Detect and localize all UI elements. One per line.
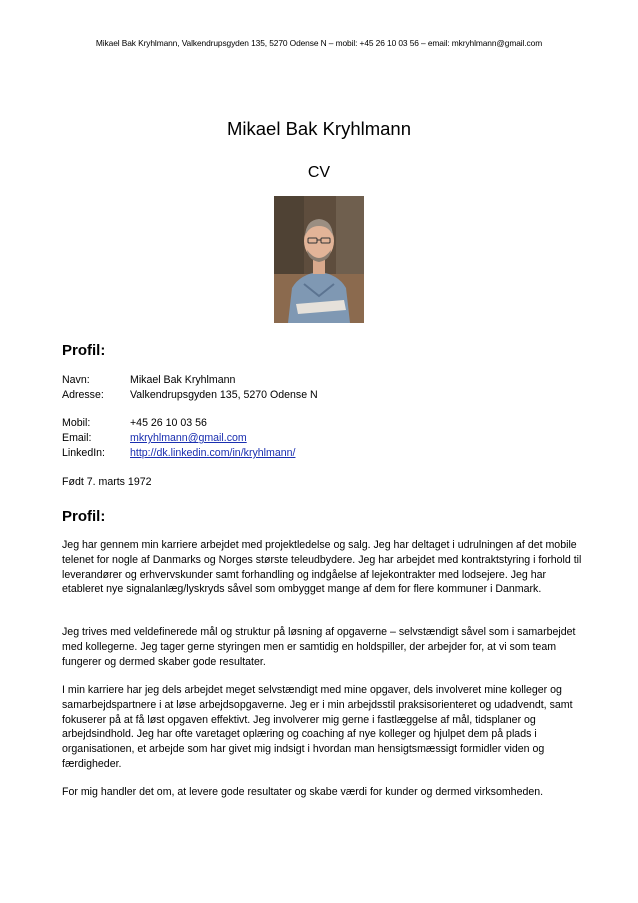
profile-paragraph-2: Jeg trives med veldefinerede mål og struktur på løsning af opgaverne – selvstændigt såvel som i samarbejdet med kollegerne. Jeg tager gerne styringen men er samtidig en holdspiller, der arbejder for, at vi som team fungerer og dermed skaber gode resultater.	[62, 626, 576, 668]
name-row	[62, 373, 235, 388]
header-contact-line: Mikael Bak Kryhlmann, Valkendrupsgyden 135, 5270 Odense N – mobil: +45 26 10 03 56 – email: mkryhlmann@gmail.com	[95, 38, 543, 48]
linkedin-row	[62, 446, 295, 461]
address-value: Valkendrupsgyden 135, 5270 Odense N	[130, 389, 318, 401]
birth-date: Født 7. marts 1972	[62, 476, 152, 488]
name-label: Navn:	[62, 374, 90, 386]
address-label: Adresse:	[62, 389, 104, 401]
profile-photo	[274, 196, 364, 323]
mobile-row	[62, 416, 207, 431]
linkedin-link[interactable]: http://dk.linkedin.com/in/kryhlmann/	[130, 447, 296, 459]
mobile-label: Mobil:	[62, 417, 91, 429]
mobile-value: +45 26 10 03 56	[130, 417, 207, 429]
email-link[interactable]: mkryhlmann@gmail.com	[130, 432, 247, 444]
email-label: Email:	[62, 432, 92, 444]
name-value: Mikael Bak Kryhlmann	[130, 374, 236, 386]
document-subtitle: CV	[307, 164, 331, 181]
linkedin-label: LinkedIn:	[62, 447, 105, 459]
email-row	[62, 431, 247, 446]
profile-heading: Profil:	[62, 342, 106, 359]
document-title: Mikael Bak Kryhlmann	[226, 118, 412, 139]
profile-paragraph-1: Jeg har gennem min karriere arbejdet med projektledelse og salg. Jeg har deltaget i udrulningen af det mobile telenet for nogle af Danmarks og Norges største teleudbydere. Jeg har arbejdet med kontraktstyring i forhold til leverandører og erhvervskunder samt forhandling og indgåelse af lejekontrakter med lodsejere. Jeg har etableret nye signalanlæg/lyskryds såvel som ombygget mange af dem for flere kommuner i Danmark.	[62, 539, 582, 596]
profile-paragraph-3: I min karriere har jeg dels arbejdet meget selvstændigt med mine opgaver, dels involveret mine kolleger og samarbejdspartnere i at løse arbejdsopgaverne. Jeg er i min arbejdsstil praksisorienteret og udadvendt, samt fokuserer på at få løst opgaven effektivt. Jeg involverer mig gerne i fastlæggelse af mål, tidsplaner og arbejdsindhold. Jeg har ofte varetaget oplæring og coaching af nye kolleger og hjulpet dem på plads i organisationen, et arbejde som har givet mig indsigt i hvordan man hensigtsmæssigt formidler viden og færdigheder.	[62, 684, 573, 770]
profile-paragraph-4: For mig handler det om, at levere gode resultater og skabe værdi for kunder og dermed virksomheden.	[62, 786, 544, 798]
profile-text-heading: Profil:	[62, 508, 106, 525]
address-row	[62, 388, 318, 403]
